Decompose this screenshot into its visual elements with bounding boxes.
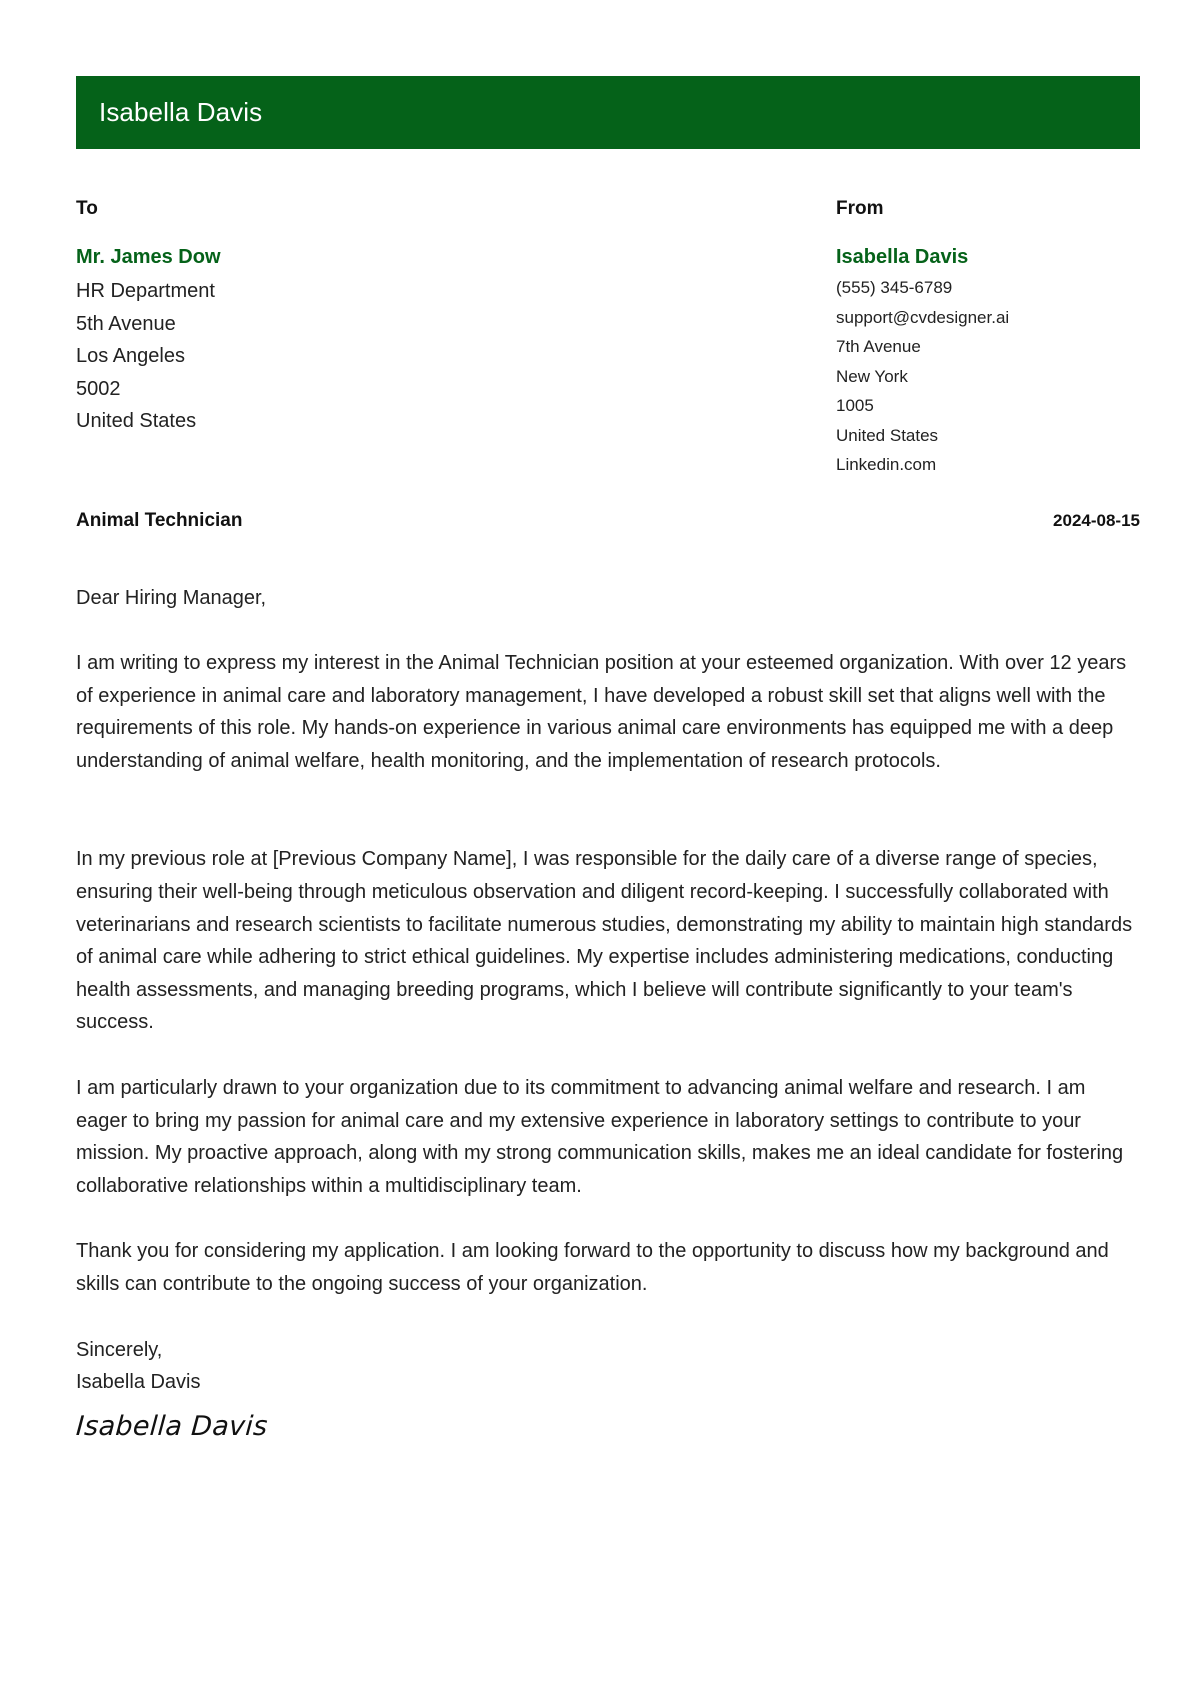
header-name: Isabella Davis bbox=[99, 97, 263, 127]
sender-phone: (555) 345-6789 bbox=[836, 278, 953, 297]
sender-street: 7th Avenue bbox=[836, 337, 921, 356]
header-band bbox=[76, 76, 1140, 149]
subject-row bbox=[76, 510, 1140, 532]
letter-date: 2024-08-15 bbox=[1053, 510, 1140, 530]
address-block bbox=[76, 197, 1140, 480]
sender-email: support@cvdesigner.ai bbox=[836, 307, 1010, 327]
closing-name: Isabella Davis bbox=[76, 1371, 201, 1394]
paragraph-experience: In my previous role at [Previous Company Name], I was responsible for the daily care of a diverse range of species, ensuring their well-being through meticulous observation and diligent record-keeping. I successfully collaborated with veterinarians and research scientists to facilitate numerous studies, demonstrating my ability to maintain high standards of animal care while adhering to strict ethical guidelines. My expertise includes administering medications, conducting health assessments, and managing breeding programs, which I believe will contribute significantly to your team's success. bbox=[76, 848, 1133, 1034]
paragraph-intro: I am writing to express my interest in the Animal Technician position at your esteemed organization. With over 12 years of experience in animal care and laboratory management, I have developed a robust skill set that aligns well with the requirements of this role. My hands-on experience in various animal care environments has equipped me with a deep understanding of animal welfare, health monitoring, and the implementation of research protocols. bbox=[76, 652, 1127, 772]
recipient-name: Mr. James Dow bbox=[76, 246, 221, 268]
paragraph-motivation: I am particularly drawn to your organization due to its commitment to advancing animal welfare and research. I am eager to bring my passion for animal care and my extensive experience in laboratory settings to contribute to your mission. My proactive approach, along with my strong communication skills, makes me an ideal candidate for fostering collaborative relationships within a multidisciplinary team. bbox=[76, 1077, 1124, 1197]
recipient-department: HR Department bbox=[76, 280, 215, 302]
letter-body bbox=[76, 582, 1140, 1446]
paragraph-thanks: Thank you for considering my application. I am looking forward to the opportunity to discuss how my background and skills can contribute to the ongoing success of your organization. bbox=[76, 1240, 1109, 1295]
recipient-country: United States bbox=[76, 410, 197, 432]
recipient-city: Los Angeles bbox=[76, 345, 185, 367]
sender-website: Linkedin.com bbox=[836, 455, 937, 474]
from-label: From bbox=[836, 198, 884, 219]
sender-name: Isabella Davis bbox=[836, 246, 969, 268]
sender-zip: 1005 bbox=[836, 396, 874, 415]
salutation: Dear Hiring Manager, bbox=[76, 586, 267, 609]
to-label: To bbox=[76, 198, 98, 219]
recipient-zip: 5002 bbox=[76, 377, 121, 400]
sender-block bbox=[836, 197, 1140, 480]
recipient-block bbox=[76, 197, 676, 480]
sender-city: New York bbox=[836, 366, 908, 386]
letter-subject: Animal Technician bbox=[76, 509, 243, 531]
recipient-street: 5th Avenue bbox=[76, 312, 176, 335]
sender-country: United States bbox=[836, 425, 939, 445]
closing: Sincerely, bbox=[76, 1338, 163, 1361]
cover-letter bbox=[76, 76, 1140, 1445]
signature: Isabella Davis bbox=[74, 1410, 269, 1442]
